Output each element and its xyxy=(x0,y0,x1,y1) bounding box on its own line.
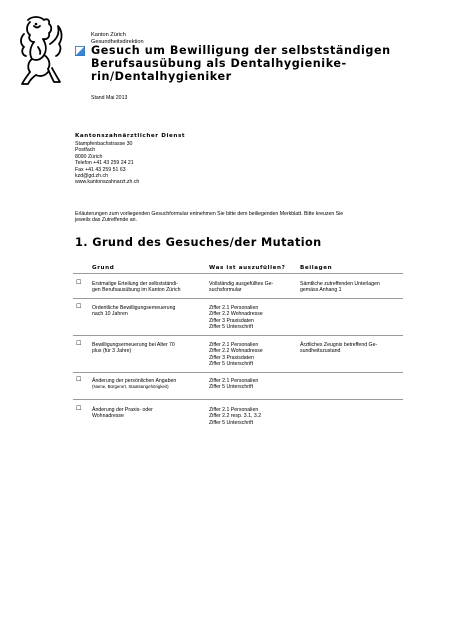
row-beilagen-line: Sämtliche zutreffenden Unterlagen xyxy=(300,281,380,287)
row-grund xyxy=(92,342,175,355)
row-auszufuellen-line: Ziffer 5 Unterschrift xyxy=(209,419,254,426)
title-line-3: rin/Dentalhygieniker xyxy=(91,70,232,83)
row-auszufuellen-line: Ziffer 3 Praxisdaten xyxy=(209,354,254,361)
contact-website: www.kantonszahnarzt.zh.ch xyxy=(75,179,140,186)
row-auszufuellen xyxy=(209,378,258,391)
row-auszufuellen-line: Ziffer 5 Unterschrift xyxy=(209,324,254,331)
contact-address xyxy=(75,141,139,186)
row-beilagen xyxy=(300,342,377,355)
stand-date: Stand Mai 2013 xyxy=(91,95,128,101)
row-auszufuellen xyxy=(209,342,263,368)
row-auszufuellen-line: Ziffer 2.1 Personalien xyxy=(209,407,259,413)
row-beilagen xyxy=(300,281,380,294)
row-auszufuellen-line: Ziffer 2.2 resp. 3.1, 3.2 xyxy=(209,413,262,420)
row-auszufuellen-line: Ziffer 2.2 Wohnadresse xyxy=(209,348,263,355)
row-auszufuellen xyxy=(209,305,263,331)
header-rule xyxy=(73,273,403,274)
checkbox-erstmalige-erteilung[interactable]: ☐ xyxy=(76,279,82,286)
row-grund xyxy=(92,378,176,391)
row-rule xyxy=(73,298,403,299)
row-grund-line: Erstmalige Erteilung der selbstständi- xyxy=(92,281,178,287)
contact-phone: Telefon +41 43 259 24 21 xyxy=(75,160,134,167)
org-line-1: Kanton Zürich xyxy=(91,32,126,38)
row-auszufuellen-line: Ziffer 3 Praxisdaten xyxy=(209,317,254,324)
contact-line: 8090 Zürich xyxy=(75,153,103,160)
row-grund-line: Wohnadresse xyxy=(92,413,124,420)
row-rule xyxy=(73,372,403,373)
row-beilagen-line: Ärztliches Zeugnis betreffend Ge- xyxy=(300,342,378,348)
row-grund xyxy=(92,305,175,318)
row-grund-line: gen Berufsausübung im Kanton Zürich xyxy=(92,287,181,294)
row-grund-line: plus (für 3 Jahre) xyxy=(92,348,132,355)
row-auszufuellen-line: Ziffer 2.1 Personalien xyxy=(209,378,259,384)
column-header-grund: Grund xyxy=(92,265,115,271)
row-grund xyxy=(92,407,153,420)
zurich-flag-icon xyxy=(75,46,85,56)
contact-email: kzd@gd.zh.ch xyxy=(75,173,108,180)
contact-line: Stampfenbachstrasse 30 xyxy=(75,141,133,147)
row-auszufuellen-line: Ziffer 2.1 Personalien xyxy=(209,342,259,348)
row-auszufuellen-line: Vollständig ausgefülltes Ge- xyxy=(209,281,274,287)
row-grund xyxy=(92,281,181,294)
title-line-2: Berufsausübung als Dentalhygienike- xyxy=(91,57,347,70)
row-grund-line: Änderung der Praxis- oder xyxy=(92,407,153,413)
title-line-1: Gesuch um Bewilligung der selbstständigen xyxy=(91,44,391,57)
row-grund-line: Änderung der persönlichen Angaben xyxy=(92,378,177,384)
row-auszufuellen xyxy=(209,407,261,426)
contact-fax: Fax +41 43 259 51 63 xyxy=(75,166,126,173)
checkbox-aenderung-adresse[interactable]: ☐ xyxy=(76,405,82,412)
row-rule xyxy=(73,335,403,336)
contact-line: Postfach xyxy=(75,147,96,154)
row-rule xyxy=(73,399,403,400)
row-auszufuellen xyxy=(209,281,273,294)
checkbox-ordentliche-erneuerung[interactable]: ☐ xyxy=(76,303,82,310)
row-auszufuellen-line: Ziffer 5 Unterschrift xyxy=(209,361,254,368)
row-grund-note: (Name, Bürgerort, Staatsangehörigkeit) xyxy=(92,384,169,390)
column-header-auszufuellen: Was ist auszufüllen? xyxy=(209,265,286,271)
office-name: Kantonszahnärztlicher Dienst xyxy=(75,133,186,139)
intro-text xyxy=(75,211,343,224)
intro-line: Erläuterungen zum vorliegenden Gesuchformular entnehmen Sie bitte dem beiliegenden Merkblatt. Bitte kreuzen Sie xyxy=(75,211,344,217)
row-beilagen-line: sundheitszustand xyxy=(300,348,341,355)
row-auszufuellen-line: suchsformular xyxy=(209,287,242,294)
document-title xyxy=(91,44,391,83)
row-grund-line: Bewilligungserneuerung bei Alter 70 xyxy=(92,342,175,348)
row-beilagen-line: gemäss Anhang 1 xyxy=(300,287,342,294)
row-auszufuellen-line: Ziffer 2.1 Personalien xyxy=(209,305,259,311)
checkbox-erneuerung-alter-70[interactable]: ☐ xyxy=(76,340,82,347)
row-auszufuellen-line: Ziffer 5 Unterschrift xyxy=(209,384,254,391)
row-auszufuellen-line: Ziffer 2.2 Wohnadresse xyxy=(209,311,263,318)
column-header-beilagen: Beilagen xyxy=(300,265,333,271)
org-line-2: Gesundheitsdirektion xyxy=(91,38,144,45)
row-grund-line: Ordentliche Bewilligungserneuerung xyxy=(92,305,176,311)
intro-line: jeweils das Zutreffende an. xyxy=(75,217,137,224)
zurich-lion-logo xyxy=(16,14,64,90)
row-grund-line: nach 10 Jahren xyxy=(92,311,128,318)
section-heading: 1. Grund des Gesuches/der Mutation xyxy=(75,236,322,249)
checkbox-aenderung-persoenliche-angaben[interactable]: ☐ xyxy=(76,376,82,383)
